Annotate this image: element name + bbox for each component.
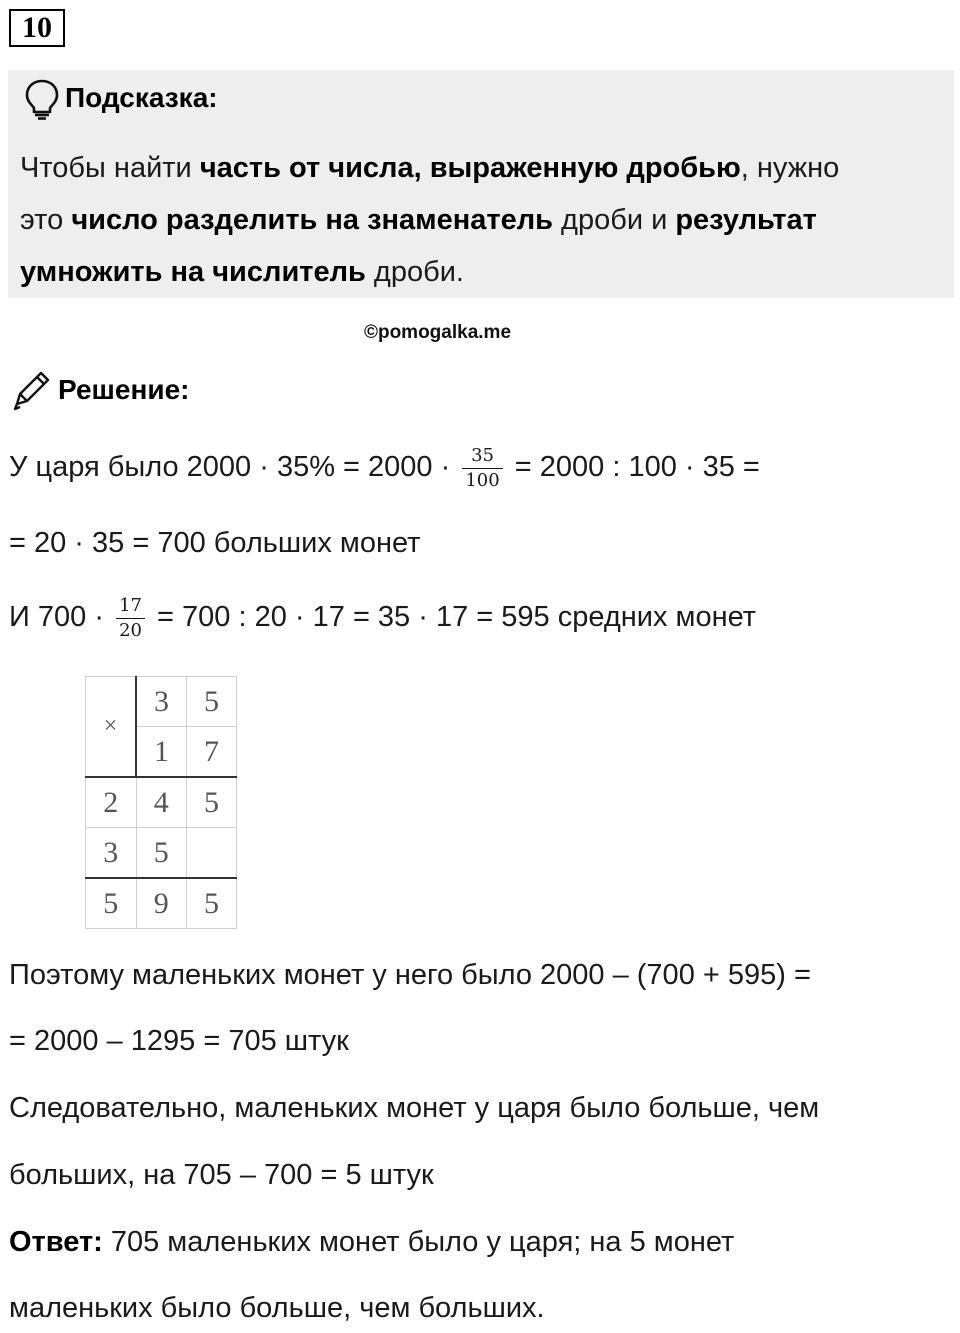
solution-title: Решение: <box>58 374 190 405</box>
lightbulb-icon <box>22 78 62 120</box>
table-cell: 5 <box>187 777 237 828</box>
table-cell: 1 <box>136 727 187 778</box>
table-cell: 7 <box>187 727 237 778</box>
fraction-35-100: $\frac{35}{100}$ <box>462 446 502 491</box>
solution-line-3: И 700 · $\frac{17}{20}$ = 700 : 20 · 17 = 35 · 17 = 595 средних монет <box>9 595 757 641</box>
table-cell: 3 <box>136 677 187 727</box>
answer-line-2: маленьких было больше, чем больших. <box>9 1292 545 1324</box>
table-cell: 2 <box>86 777 137 828</box>
task-number: 10 <box>9 9 65 47</box>
table-cell: 3 <box>86 828 137 879</box>
answer-line-1: Ответ: 705 маленьких монет было у царя; на 5 монет <box>9 1226 735 1258</box>
table-cell: 5 <box>187 878 237 929</box>
table-cell: 5 <box>86 878 137 929</box>
watermark: ©pomogalka.me <box>363 322 512 343</box>
fraction-17-20: $\frac{17}{20}$ <box>116 596 145 641</box>
table-cell: 5 <box>136 828 187 879</box>
solution-line-4: Поэтому маленьких монет у него было 2000 – (700 + 595) = <box>9 959 811 991</box>
pencil-icon <box>9 368 53 412</box>
table-cell <box>187 828 237 879</box>
multiplication-table <box>85 676 237 929</box>
hint-title: Подсказка: <box>65 82 218 113</box>
hint-text: Чтобы найти часть от числа, выраженную дробью, нужно это число разделить на знаменатель дроби и результат умножить на числитель дроби. <box>20 152 840 288</box>
solution-line-2: = 20 · 35 = 700 больших монет <box>9 527 421 559</box>
hint-box <box>8 70 954 298</box>
solution-line-1: У царя было 2000 · 35% = 2000 · $\frac{35}{100}$ = 2000 : 100 · 35 = <box>9 445 760 491</box>
table-cell: 9 <box>136 878 187 929</box>
solution-line-5: = 2000 – 1295 = 705 штук <box>9 1025 349 1057</box>
answer-label: Ответ: <box>9 1226 103 1258</box>
table-cell: 4 <box>136 777 187 828</box>
solution-line-7: больших, на 705 – 700 = 5 штук <box>9 1159 434 1191</box>
solution-line-6: Следовательно, маленьких монет у царя было больше, чем <box>9 1092 820 1124</box>
table-cell: 5 <box>187 677 237 727</box>
multiply-sign: × <box>86 677 137 778</box>
